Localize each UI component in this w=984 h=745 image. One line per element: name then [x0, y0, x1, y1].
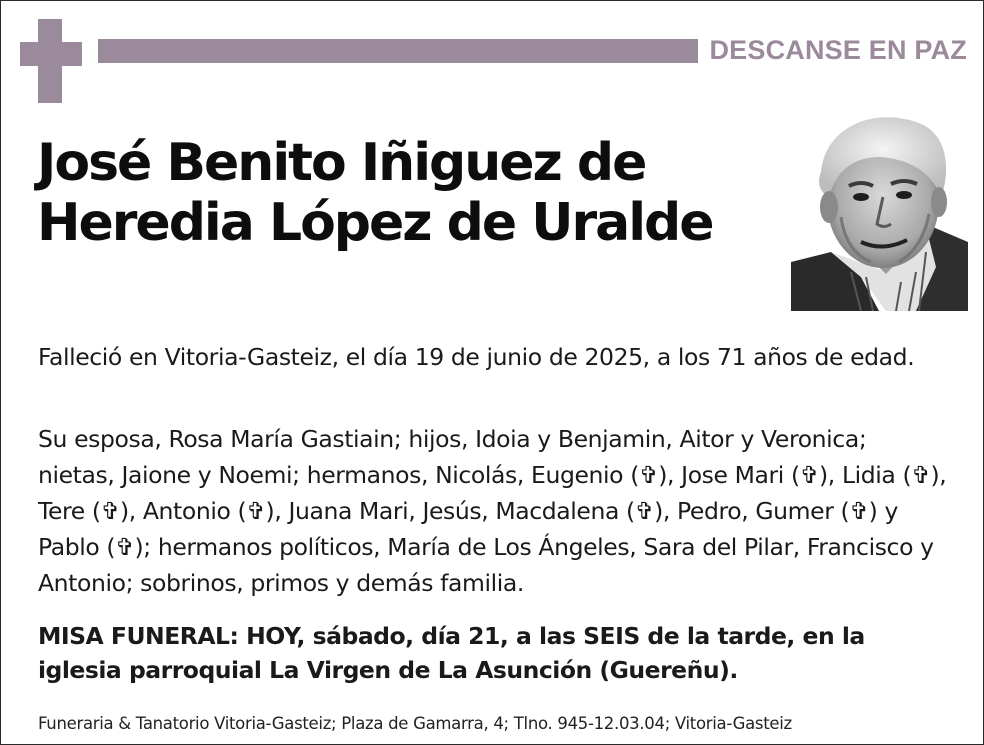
- death-announcement: Falleció en Vitoria-Gasteiz, el día 19 de junio de 2025, a los 71 años de edad.: [38, 343, 915, 371]
- header-rule: [98, 39, 698, 63]
- header-label: DESCANSE EN PAZ: [709, 35, 967, 65]
- cross-icon-horizontal: [20, 42, 82, 66]
- family-list: Su esposa, Rosa María Gastiain; hijos, Idoia y Benjamin, Aitor y Veronica; nietas, Jaione y Noemi; hermanos, Nicolás, Eugenio (✞), Jose Mari (✞), Lidia (✞), Tere (✞), Antonio (✞), Juana Mari, Jesús, Macdalena (✞), Pedro, Gumer (✞) y Pablo (✞); hermanos políticos, María de Los Ángeles, Sara del Pilar, Francisco y Antonio; sobrinos, primos y demás familia.: [38, 425, 947, 597]
- funeral-mass-info: MISA FUNERAL: HOY, sábado, día 21, a las SEIS de la tarde, en la iglesia parroquial La Virgen de La Asunción (Guereñu).: [38, 622, 865, 684]
- cross-icon: [20, 19, 82, 103]
- deceased-name-line-2: Heredia López de Uralde: [37, 193, 713, 253]
- deceased-name-line-1: José Benito Iñiguez de: [37, 133, 646, 193]
- deceased-name: [37, 133, 777, 253]
- funeral-home-footer: Funeraria & Tanatorio Vitoria-Gasteiz; Plaza de Gamarra, 4; Tlno. 945-12.03.04; Vitoria-Gasteiz: [38, 714, 792, 733]
- portrait-drawing: [791, 102, 968, 311]
- portrait-photo: [791, 102, 968, 311]
